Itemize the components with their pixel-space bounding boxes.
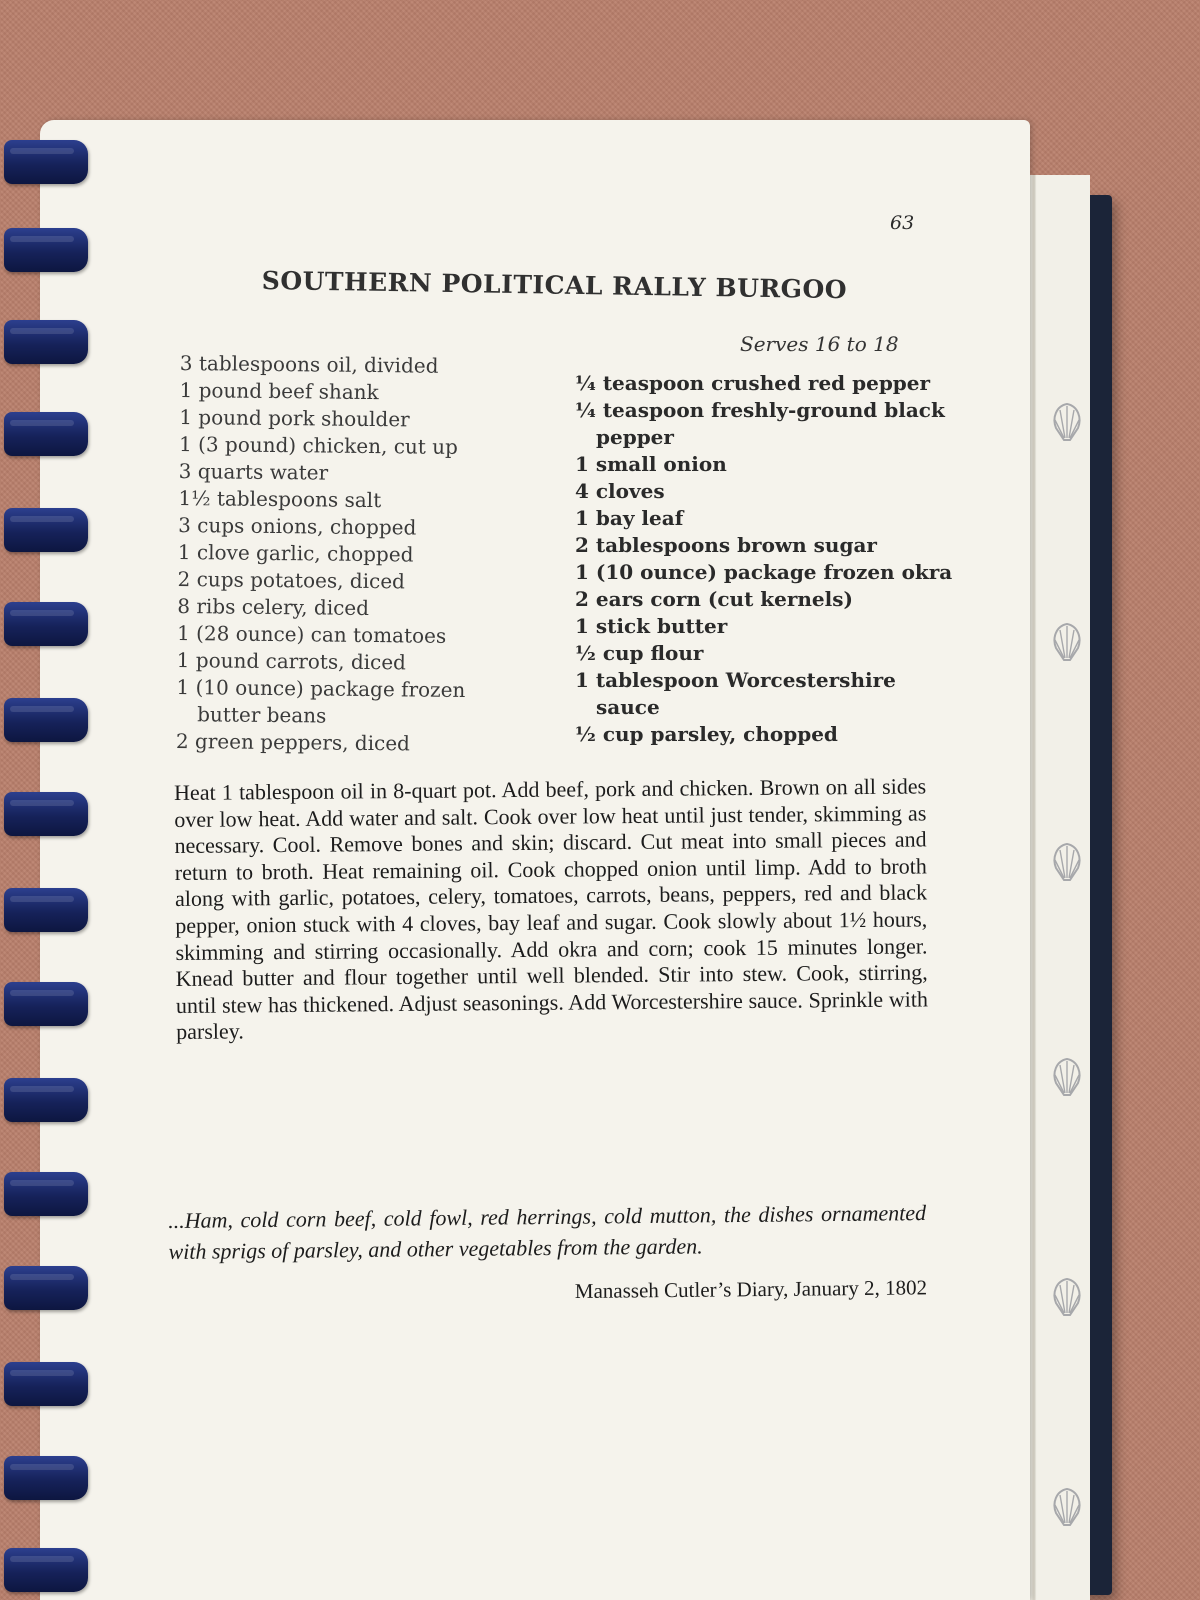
ingredient-item: 4 cloves bbox=[575, 479, 665, 503]
ingredient-item: 3 cups onions, chopped bbox=[178, 512, 417, 540]
ingredient-item: ½ cup flour bbox=[575, 641, 704, 665]
ingredient-item: 2 green peppers, diced bbox=[175, 728, 411, 756]
ingredient-item: 2 tablespoons brown sugar bbox=[575, 533, 877, 557]
recipe-title: SOUTHERN POLITICAL RALLY BURGOO bbox=[261, 266, 848, 305]
shell-icon bbox=[1050, 400, 1084, 444]
ingredient-item: 1 (28 ounce) can tomatoes bbox=[176, 620, 447, 648]
ingredient-item: 1 stick butter bbox=[575, 614, 728, 638]
spiral-ring bbox=[4, 1172, 88, 1216]
spiral-ring bbox=[4, 792, 88, 836]
spiral-ring bbox=[4, 1362, 88, 1406]
ingredient-item: 1 clove garlic, chopped bbox=[177, 539, 414, 567]
spiral-ring bbox=[4, 602, 88, 646]
shell-icon bbox=[1050, 1275, 1084, 1319]
shell-icon bbox=[1050, 1055, 1084, 1099]
ingredient-item: 1 pound carrots, diced bbox=[176, 647, 407, 675]
ingredient-item: 3 quarts water bbox=[178, 458, 329, 485]
ingredient-item: 8 ribs celery, diced bbox=[177, 593, 370, 620]
recipe-directions: Heat 1 tablespoon oil in 8-quart pot. Add beef, pork and chicken. Brown on all sides over low heat. Add water and salt. Cook over low heat until just tender, skimming as necessary. Cool. Remove bones and skin; discard. Cut meat into small pieces and return to broth. Heat remaining oil. Cook chopped onion until limp. Add to broth along with garlic, potatoes, celery, tomatoes, carrots, beans, peppers, red and black pepper, onion stuck with 4 cloves, bay leaf and sugar. Cook slowly about 1½ hours, skimming and stirring occasionally. Add okra and corn; cook 15 minutes longer. Knead butter and flour together until well blended. Stir into stew. Cook, stirring, until stew has thickened. Adjust seasonings. Add Worcestershire sauce. Sprinkle with parsley. bbox=[174, 773, 929, 1045]
serves-note: Serves 16 to 18 bbox=[740, 332, 899, 356]
ingredient-item: 1½ tablespoons salt bbox=[178, 485, 382, 513]
ingredient-item-continued: pepper bbox=[596, 425, 674, 449]
ingredient-item: 2 ears corn (cut kernels) bbox=[575, 587, 853, 611]
ingredient-item: ¼ teaspoon freshly-ground black bbox=[575, 398, 945, 422]
ingredient-item: 1 small onion bbox=[575, 452, 727, 476]
ingredient-item: 3 tablespoons oil, divided bbox=[179, 350, 439, 378]
quote-attribution: Manasseh Cutler’s Diary, January 2, 1802 bbox=[574, 1275, 928, 1304]
ingredient-item: 1 pound pork shoulder bbox=[179, 404, 410, 432]
shell-icon bbox=[1050, 840, 1084, 884]
spiral-ring bbox=[4, 1266, 88, 1310]
spiral-ring bbox=[4, 698, 88, 742]
ingredient-item: 1 (3 pound) chicken, cut up bbox=[178, 431, 459, 459]
ingredient-item: 2 cups potatoes, diced bbox=[177, 566, 406, 594]
ingredient-item: 1 pound beef shank bbox=[179, 377, 379, 405]
shell-icon bbox=[1050, 1485, 1084, 1529]
ingredients-left-column bbox=[176, 350, 560, 759]
ingredient-item: 1 (10 ounce) package frozen okra bbox=[575, 560, 953, 584]
ingredient-item: 1 bay leaf bbox=[575, 506, 684, 530]
spiral-ring bbox=[4, 140, 88, 184]
spiral-ring bbox=[4, 412, 88, 456]
ingredient-item-continued: sauce bbox=[596, 695, 660, 719]
ingredient-item-continued: butter beans bbox=[197, 702, 327, 728]
spiral-ring bbox=[4, 982, 88, 1026]
spiral-ring bbox=[4, 228, 88, 272]
spiral-ring bbox=[4, 888, 88, 932]
shell-icon bbox=[1050, 620, 1084, 664]
historical-quote: ...Ham, cold corn beef, cold fowl, red herrings, cold mutton, the dishes ornamented with sprigs of parsley, and other vegetables from the garden. bbox=[168, 1200, 927, 1264]
spiral-ring bbox=[4, 1548, 88, 1592]
spiral-ring bbox=[4, 320, 88, 364]
spiral-ring bbox=[4, 1078, 88, 1122]
ingredient-item: ¼ teaspoon crushed red pepper bbox=[575, 371, 931, 395]
ingredient-item: ½ cup parsley, chopped bbox=[575, 722, 838, 746]
ingredient-item: 1 tablespoon Worcestershire bbox=[575, 668, 896, 692]
page-number: 63 bbox=[890, 212, 915, 234]
ingredients-right-column bbox=[575, 370, 953, 748]
ingredient-item: 1 (10 ounce) package frozen bbox=[176, 674, 466, 703]
spiral-ring bbox=[4, 1456, 88, 1500]
spiral-ring bbox=[4, 508, 88, 552]
